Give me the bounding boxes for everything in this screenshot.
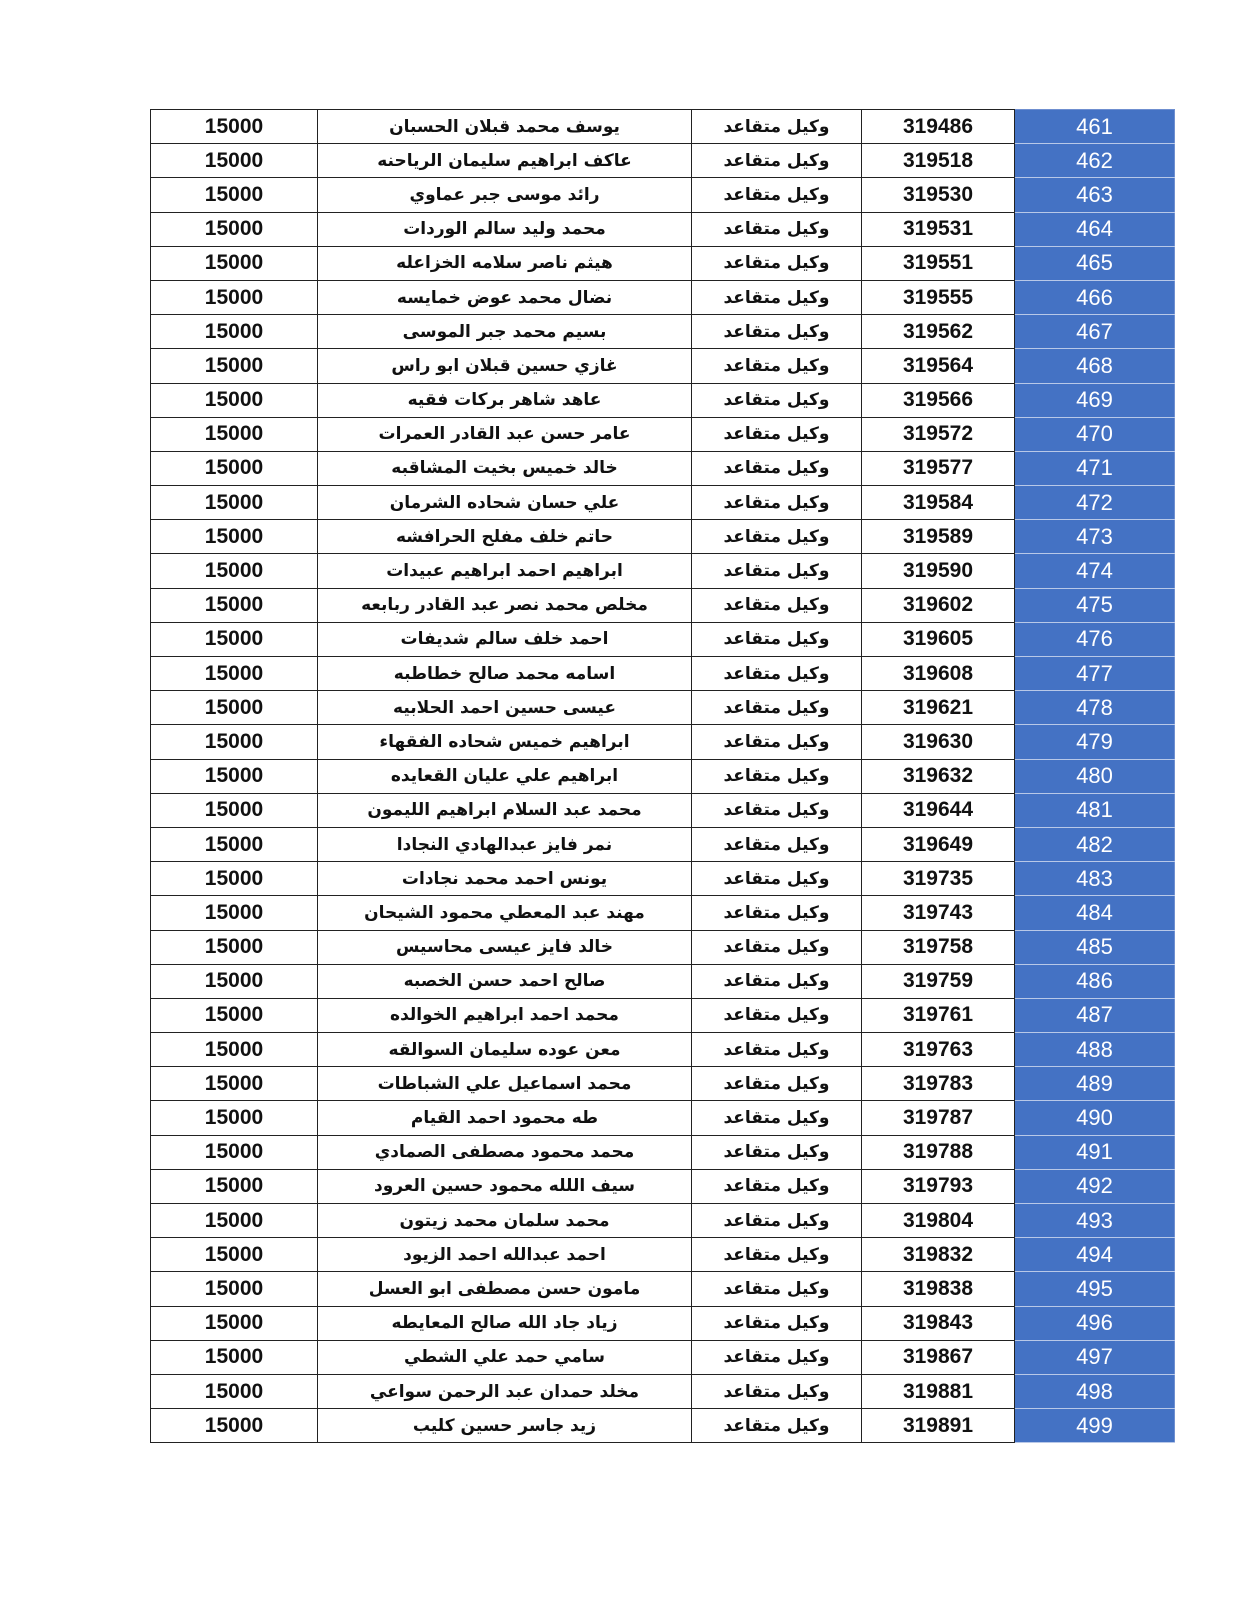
- serial-number-cell: 470: [1015, 417, 1175, 451]
- role-cell: وكيل متقاعد: [692, 1135, 862, 1169]
- serial-number-cell: 477: [1015, 657, 1175, 691]
- table-row: [151, 110, 1175, 144]
- amount-cell: 15000: [151, 315, 318, 349]
- name-cell: محمد محمود مصطفى الصمادي: [318, 1135, 692, 1169]
- table-row: [151, 998, 1175, 1032]
- name-cell: حاتم خلف مفلح الحرافشه: [318, 520, 692, 554]
- name-cell: ابراهيم احمد ابراهيم عبيدات: [318, 554, 692, 588]
- name-cell: مهند عبد المعطي محمود الشيحان: [318, 896, 692, 930]
- name-cell: عامر حسن عبد القادر العمرات: [318, 417, 692, 451]
- table-row: [151, 1033, 1175, 1067]
- serial-number-cell: 463: [1015, 178, 1175, 212]
- amount-cell: 15000: [151, 1238, 318, 1272]
- amount-cell: 15000: [151, 1374, 318, 1408]
- id-number-cell: 319630: [862, 725, 1015, 759]
- amount-cell: 15000: [151, 862, 318, 896]
- id-number-cell: 319621: [862, 691, 1015, 725]
- id-number-cell: 319804: [862, 1204, 1015, 1238]
- role-cell: وكيل متقاعد: [692, 315, 862, 349]
- name-cell: يوسف محمد قبلان الحسبان: [318, 110, 692, 144]
- role-cell: وكيل متقاعد: [692, 1409, 862, 1443]
- table-row: [151, 315, 1175, 349]
- name-cell: سامي حمد علي الشطي: [318, 1340, 692, 1374]
- name-cell: محمد عبد السلام ابراهيم الليمون: [318, 793, 692, 827]
- serial-number-cell: 467: [1015, 315, 1175, 349]
- name-cell: مامون حسن مصطفى ابو العسل: [318, 1272, 692, 1306]
- table-row: [151, 383, 1175, 417]
- amount-cell: 15000: [151, 110, 318, 144]
- amount-cell: 15000: [151, 1306, 318, 1340]
- name-cell: رائد موسى جبر عماوي: [318, 178, 692, 212]
- table-row: [151, 417, 1175, 451]
- table-row: [151, 930, 1175, 964]
- name-cell: محمد سلمان محمد زيتون: [318, 1204, 692, 1238]
- amount-cell: 15000: [151, 622, 318, 656]
- id-number-cell: 319551: [862, 246, 1015, 280]
- serial-number-cell: 475: [1015, 588, 1175, 622]
- serial-number-cell: 481: [1015, 793, 1175, 827]
- amount-cell: 15000: [151, 212, 318, 246]
- records-table: [150, 109, 1175, 1443]
- role-cell: وكيل متقاعد: [692, 896, 862, 930]
- table-row: [151, 486, 1175, 520]
- id-number-cell: 319608: [862, 657, 1015, 691]
- role-cell: وكيل متقاعد: [692, 998, 862, 1032]
- id-number-cell: 319788: [862, 1135, 1015, 1169]
- serial-number-cell: 471: [1015, 451, 1175, 485]
- name-cell: طه محمود احمد القيام: [318, 1101, 692, 1135]
- id-number-cell: 319735: [862, 862, 1015, 896]
- serial-number-cell: 488: [1015, 1033, 1175, 1067]
- serial-number-cell: 469: [1015, 383, 1175, 417]
- serial-number-cell: 483: [1015, 862, 1175, 896]
- table-row: [151, 622, 1175, 656]
- role-cell: وكيل متقاعد: [692, 862, 862, 896]
- id-number-cell: 319632: [862, 759, 1015, 793]
- serial-number-cell: 485: [1015, 930, 1175, 964]
- serial-number-cell: 495: [1015, 1272, 1175, 1306]
- amount-cell: 15000: [151, 280, 318, 314]
- amount-cell: 15000: [151, 1101, 318, 1135]
- amount-cell: 15000: [151, 1033, 318, 1067]
- role-cell: وكيل متقاعد: [692, 1101, 862, 1135]
- id-number-cell: 319759: [862, 964, 1015, 998]
- table-row: [151, 178, 1175, 212]
- serial-number-cell: 493: [1015, 1204, 1175, 1238]
- name-cell: نمر فايز عبدالهادي النجادا: [318, 827, 692, 861]
- role-cell: وكيل متقاعد: [692, 827, 862, 861]
- serial-number-cell: 473: [1015, 520, 1175, 554]
- id-number-cell: 319649: [862, 827, 1015, 861]
- amount-cell: 15000: [151, 896, 318, 930]
- id-number-cell: 319758: [862, 930, 1015, 964]
- role-cell: وكيل متقاعد: [692, 1306, 862, 1340]
- role-cell: وكيل متقاعد: [692, 725, 862, 759]
- table-row: [151, 212, 1175, 246]
- role-cell: وكيل متقاعد: [692, 520, 862, 554]
- table-row: [151, 759, 1175, 793]
- role-cell: وكيل متقاعد: [692, 212, 862, 246]
- role-cell: وكيل متقاعد: [692, 110, 862, 144]
- serial-number-cell: 499: [1015, 1409, 1175, 1443]
- role-cell: وكيل متقاعد: [692, 622, 862, 656]
- id-number-cell: 319832: [862, 1238, 1015, 1272]
- role-cell: وكيل متقاعد: [692, 588, 862, 622]
- table-row: [151, 657, 1175, 691]
- serial-number-cell: 494: [1015, 1238, 1175, 1272]
- table-row: [151, 1135, 1175, 1169]
- name-cell: محمد احمد ابراهيم الخوالده: [318, 998, 692, 1032]
- role-cell: وكيل متقاعد: [692, 246, 862, 280]
- table-row: [151, 1204, 1175, 1238]
- id-number-cell: 319838: [862, 1272, 1015, 1306]
- serial-number-cell: 496: [1015, 1306, 1175, 1340]
- role-cell: وكيل متقاعد: [692, 1272, 862, 1306]
- role-cell: وكيل متقاعد: [692, 1169, 862, 1203]
- table-row: [151, 862, 1175, 896]
- id-number-cell: 319572: [862, 417, 1015, 451]
- id-number-cell: 319577: [862, 451, 1015, 485]
- amount-cell: 15000: [151, 349, 318, 383]
- amount-cell: 15000: [151, 827, 318, 861]
- role-cell: وكيل متقاعد: [692, 964, 862, 998]
- table-row: [151, 1238, 1175, 1272]
- name-cell: احمد عبدالله احمد الزيود: [318, 1238, 692, 1272]
- name-cell: ابراهيم خميس شحاده الفقهاء: [318, 725, 692, 759]
- table-row: [151, 280, 1175, 314]
- table-row: [151, 520, 1175, 554]
- id-number-cell: 319518: [862, 144, 1015, 178]
- role-cell: وكيل متقاعد: [692, 759, 862, 793]
- role-cell: وكيل متقاعد: [692, 144, 862, 178]
- role-cell: وكيل متقاعد: [692, 1033, 862, 1067]
- amount-cell: 15000: [151, 1272, 318, 1306]
- id-number-cell: 319783: [862, 1067, 1015, 1101]
- amount-cell: 15000: [151, 759, 318, 793]
- amount-cell: 15000: [151, 144, 318, 178]
- table-row: [151, 827, 1175, 861]
- name-cell: خالد فايز عيسى محاسيس: [318, 930, 692, 964]
- amount-cell: 15000: [151, 486, 318, 520]
- amount-cell: 15000: [151, 1135, 318, 1169]
- amount-cell: 15000: [151, 1204, 318, 1238]
- amount-cell: 15000: [151, 998, 318, 1032]
- serial-number-cell: 489: [1015, 1067, 1175, 1101]
- name-cell: عاهد شاهر بركات فقيه: [318, 383, 692, 417]
- id-number-cell: 319763: [862, 1033, 1015, 1067]
- amount-cell: 15000: [151, 930, 318, 964]
- id-number-cell: 319793: [862, 1169, 1015, 1203]
- serial-number-cell: 487: [1015, 998, 1175, 1032]
- amount-cell: 15000: [151, 1409, 318, 1443]
- role-cell: وكيل متقاعد: [692, 793, 862, 827]
- role-cell: وكيل متقاعد: [692, 1340, 862, 1374]
- table-row: [151, 554, 1175, 588]
- id-number-cell: 319881: [862, 1374, 1015, 1408]
- id-number-cell: 319867: [862, 1340, 1015, 1374]
- name-cell: اسامه محمد صالح خطاطبه: [318, 657, 692, 691]
- id-number-cell: 319486: [862, 110, 1015, 144]
- serial-number-cell: 498: [1015, 1374, 1175, 1408]
- serial-number-cell: 497: [1015, 1340, 1175, 1374]
- role-cell: وكيل متقاعد: [692, 1204, 862, 1238]
- table-row: [151, 144, 1175, 178]
- table-row: [151, 964, 1175, 998]
- serial-number-cell: 465: [1015, 246, 1175, 280]
- amount-cell: 15000: [151, 554, 318, 588]
- name-cell: مخلد حمدان عبد الرحمن سواعي: [318, 1374, 692, 1408]
- serial-number-cell: 464: [1015, 212, 1175, 246]
- id-number-cell: 319605: [862, 622, 1015, 656]
- amount-cell: 15000: [151, 793, 318, 827]
- amount-cell: 15000: [151, 588, 318, 622]
- role-cell: وكيل متقاعد: [692, 657, 862, 691]
- amount-cell: 15000: [151, 246, 318, 280]
- id-number-cell: 319530: [862, 178, 1015, 212]
- id-number-cell: 319602: [862, 588, 1015, 622]
- name-cell: احمد خلف سالم شديفات: [318, 622, 692, 656]
- role-cell: وكيل متقاعد: [692, 178, 862, 212]
- table-row: [151, 1374, 1175, 1408]
- role-cell: وكيل متقاعد: [692, 1374, 862, 1408]
- name-cell: زياد جاد الله صالح المعايطه: [318, 1306, 692, 1340]
- name-cell: عيسى حسين احمد الحلابيه: [318, 691, 692, 725]
- role-cell: وكيل متقاعد: [692, 451, 862, 485]
- table-row: [151, 1340, 1175, 1374]
- name-cell: نضال محمد عوض خمايسه: [318, 280, 692, 314]
- amount-cell: 15000: [151, 520, 318, 554]
- serial-number-cell: 474: [1015, 554, 1175, 588]
- table-row: [151, 691, 1175, 725]
- name-cell: عاكف ابراهيم سليمان الرياحنه: [318, 144, 692, 178]
- name-cell: خالد خميس بخيت المشاقبه: [318, 451, 692, 485]
- amount-cell: 15000: [151, 451, 318, 485]
- serial-number-cell: 486: [1015, 964, 1175, 998]
- table-row: [151, 1067, 1175, 1101]
- id-number-cell: 319644: [862, 793, 1015, 827]
- serial-number-cell: 492: [1015, 1169, 1175, 1203]
- table-row: [151, 896, 1175, 930]
- table-row: [151, 1409, 1175, 1443]
- records-body: [151, 110, 1175, 1443]
- table-row: [151, 451, 1175, 485]
- table-row: [151, 349, 1175, 383]
- serial-number-cell: 490: [1015, 1101, 1175, 1135]
- id-number-cell: 319531: [862, 212, 1015, 246]
- amount-cell: 15000: [151, 964, 318, 998]
- id-number-cell: 319761: [862, 998, 1015, 1032]
- name-cell: هيثم ناصر سلامه الخزاعله: [318, 246, 692, 280]
- name-cell: سيف اللله محمود حسين العرود: [318, 1169, 692, 1203]
- id-number-cell: 319564: [862, 349, 1015, 383]
- role-cell: وكيل متقاعد: [692, 1067, 862, 1101]
- id-number-cell: 319555: [862, 280, 1015, 314]
- name-cell: بسيم محمد جبر الموسى: [318, 315, 692, 349]
- name-cell: ابراهيم علي عليان القعايده: [318, 759, 692, 793]
- table-row: [151, 1272, 1175, 1306]
- table-row: [151, 1306, 1175, 1340]
- serial-number-cell: 462: [1015, 144, 1175, 178]
- role-cell: وكيل متقاعد: [692, 1238, 862, 1272]
- id-number-cell: 319562: [862, 315, 1015, 349]
- role-cell: وكيل متقاعد: [692, 691, 862, 725]
- role-cell: وكيل متقاعد: [692, 417, 862, 451]
- amount-cell: 15000: [151, 1067, 318, 1101]
- serial-number-cell: 482: [1015, 827, 1175, 861]
- table-row: [151, 588, 1175, 622]
- id-number-cell: 319566: [862, 383, 1015, 417]
- name-cell: محمد وليد سالم الوردات: [318, 212, 692, 246]
- id-number-cell: 319589: [862, 520, 1015, 554]
- role-cell: وكيل متقاعد: [692, 554, 862, 588]
- serial-number-cell: 476: [1015, 622, 1175, 656]
- serial-number-cell: 466: [1015, 280, 1175, 314]
- serial-number-cell: 491: [1015, 1135, 1175, 1169]
- role-cell: وكيل متقاعد: [692, 930, 862, 964]
- id-number-cell: 319590: [862, 554, 1015, 588]
- name-cell: محمد اسماعيل علي الشباطات: [318, 1067, 692, 1101]
- table-row: [151, 246, 1175, 280]
- role-cell: وكيل متقاعد: [692, 280, 862, 314]
- amount-cell: 15000: [151, 1169, 318, 1203]
- id-number-cell: 319743: [862, 896, 1015, 930]
- name-cell: زيد جاسر حسين كليب: [318, 1409, 692, 1443]
- table-row: [151, 725, 1175, 759]
- name-cell: غازي حسين قبلان ابو راس: [318, 349, 692, 383]
- serial-number-cell: 480: [1015, 759, 1175, 793]
- amount-cell: 15000: [151, 1340, 318, 1374]
- amount-cell: 15000: [151, 691, 318, 725]
- table-row: [151, 793, 1175, 827]
- name-cell: يونس احمد محمد نجادات: [318, 862, 692, 896]
- name-cell: مخلص محمد نصر عبد القادر ربابعه: [318, 588, 692, 622]
- name-cell: صالح احمد حسن الخصبه: [318, 964, 692, 998]
- role-cell: وكيل متقاعد: [692, 383, 862, 417]
- amount-cell: 15000: [151, 657, 318, 691]
- role-cell: وكيل متقاعد: [692, 486, 862, 520]
- serial-number-cell: 468: [1015, 349, 1175, 383]
- table-row: [151, 1101, 1175, 1135]
- role-cell: وكيل متقاعد: [692, 349, 862, 383]
- id-number-cell: 319891: [862, 1409, 1015, 1443]
- serial-number-cell: 472: [1015, 486, 1175, 520]
- amount-cell: 15000: [151, 178, 318, 212]
- serial-number-cell: 479: [1015, 725, 1175, 759]
- name-cell: معن عوده سليمان السوالقه: [318, 1033, 692, 1067]
- serial-number-cell: 461: [1015, 110, 1175, 144]
- amount-cell: 15000: [151, 725, 318, 759]
- name-cell: علي حسان شحاده الشرمان: [318, 486, 692, 520]
- id-number-cell: 319843: [862, 1306, 1015, 1340]
- serial-number-cell: 478: [1015, 691, 1175, 725]
- table-row: [151, 1169, 1175, 1203]
- serial-number-cell: 484: [1015, 896, 1175, 930]
- id-number-cell: 319584: [862, 486, 1015, 520]
- amount-cell: 15000: [151, 383, 318, 417]
- id-number-cell: 319787: [862, 1101, 1015, 1135]
- amount-cell: 15000: [151, 417, 318, 451]
